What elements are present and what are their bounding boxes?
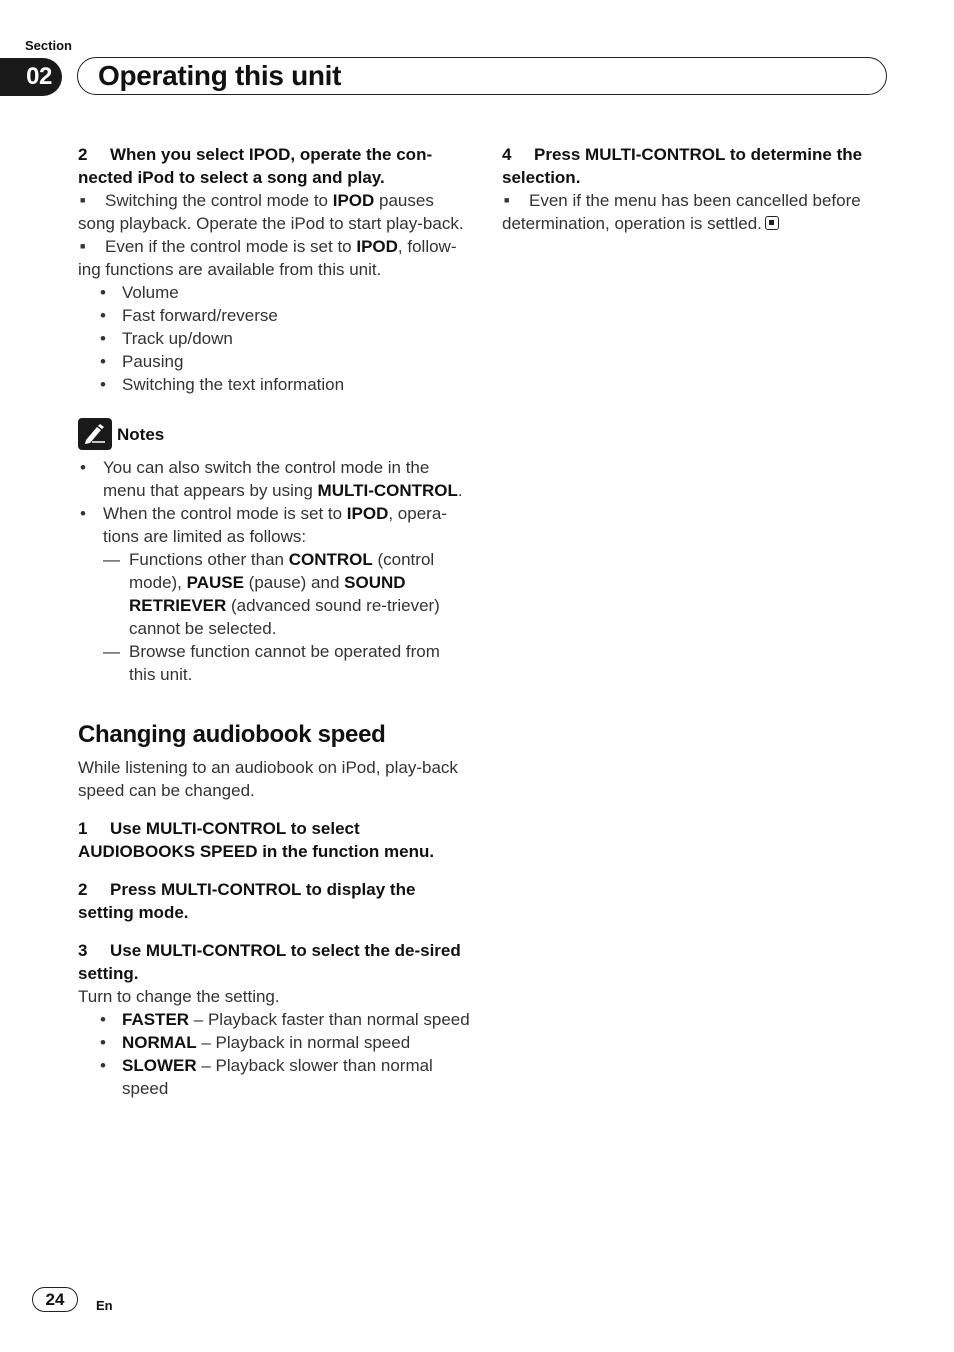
left-column <box>78 143 470 1100</box>
list-item: • Track up/down <box>98 327 470 350</box>
notes-title: Notes <box>117 424 165 444</box>
turn-instruction: Turn to change the setting. <box>78 987 280 1006</box>
audiobook-speed-heading: Changing audiobook speed <box>78 721 386 748</box>
note-item: • When the control mode is set to IPOD, opera-tions are limited as follows: — Functions other than CONTROL (control mode), PAUSE (pause) and SOUND RETRIEVER (advanced sound re-triever) cannot be selected. — Browse function cannot be operated from this unit. <box>78 502 470 686</box>
step-4-heading: 4 Press MULTI-CONTROL to determine the selection. <box>502 145 863 187</box>
speed-options-list <box>78 1008 470 1100</box>
section-label: Section <box>25 38 72 53</box>
notes-list <box>78 456 470 686</box>
audiobook-step-3: 3 Use MULTI-CONTROL to select the de-sired setting. <box>78 941 461 983</box>
list-item: • Switching the text information <box>98 373 470 396</box>
menu-cancel-paragraph: ■ Even if the menu has been cancelled before determination, operation is settled. <box>502 189 882 235</box>
list-item: • Pausing <box>98 350 470 373</box>
end-of-section-icon <box>765 216 779 230</box>
audiobook-step-2: 2 Press MULTI-CONTROL to display the setting mode. <box>78 880 416 922</box>
list-item: • NORMAL – Playback in normal speed <box>98 1031 470 1054</box>
available-functions-list <box>78 281 470 396</box>
list-item: • FASTER – Playback faster than normal speed <box>98 1008 470 1031</box>
audiobook-intro: While listening to an audiobook on iPod, play-back speed can be changed. <box>78 758 458 800</box>
ipod-functions-paragraph: ■ Even if the control mode is set to IPOD, follow-ing functions are available from this unit. <box>78 235 470 281</box>
list-item: • SLOWER – Playback slower than normal speed <box>98 1054 470 1100</box>
list-item: • Fast forward/reverse <box>98 304 470 327</box>
step-2-heading: 2 When you select IPOD, operate the con-nected iPod to select a song and play. <box>78 145 433 187</box>
notes-header <box>78 418 470 450</box>
page-number: 24 <box>32 1287 78 1312</box>
list-item: • Volume <box>98 281 470 304</box>
notes-pencil-icon <box>78 418 112 450</box>
ipod-pause-paragraph: ■ Switching the control mode to IPOD pauses song playback. Operate the iPod to start play-back. <box>78 189 470 235</box>
right-column <box>502 143 882 235</box>
section-number-tab: 02 <box>0 58 62 96</box>
list-item: — Browse function cannot be operated from this unit. <box>103 640 470 686</box>
limitations-list <box>103 548 470 686</box>
note-item: • You can also switch the control mode in the menu that appears by using MULTI-CONTROL. <box>78 456 470 502</box>
audiobook-step-1: 1 Use MULTI-CONTROL to select AUDIOBOOKS SPEED in the function menu. <box>78 819 435 861</box>
list-item: — Functions other than CONTROL (control mode), PAUSE (pause) and SOUND RETRIEVER (advanced sound re-triever) cannot be selected. <box>103 548 470 640</box>
language-label: En <box>96 1298 113 1313</box>
page-title: Operating this unit <box>98 60 342 91</box>
